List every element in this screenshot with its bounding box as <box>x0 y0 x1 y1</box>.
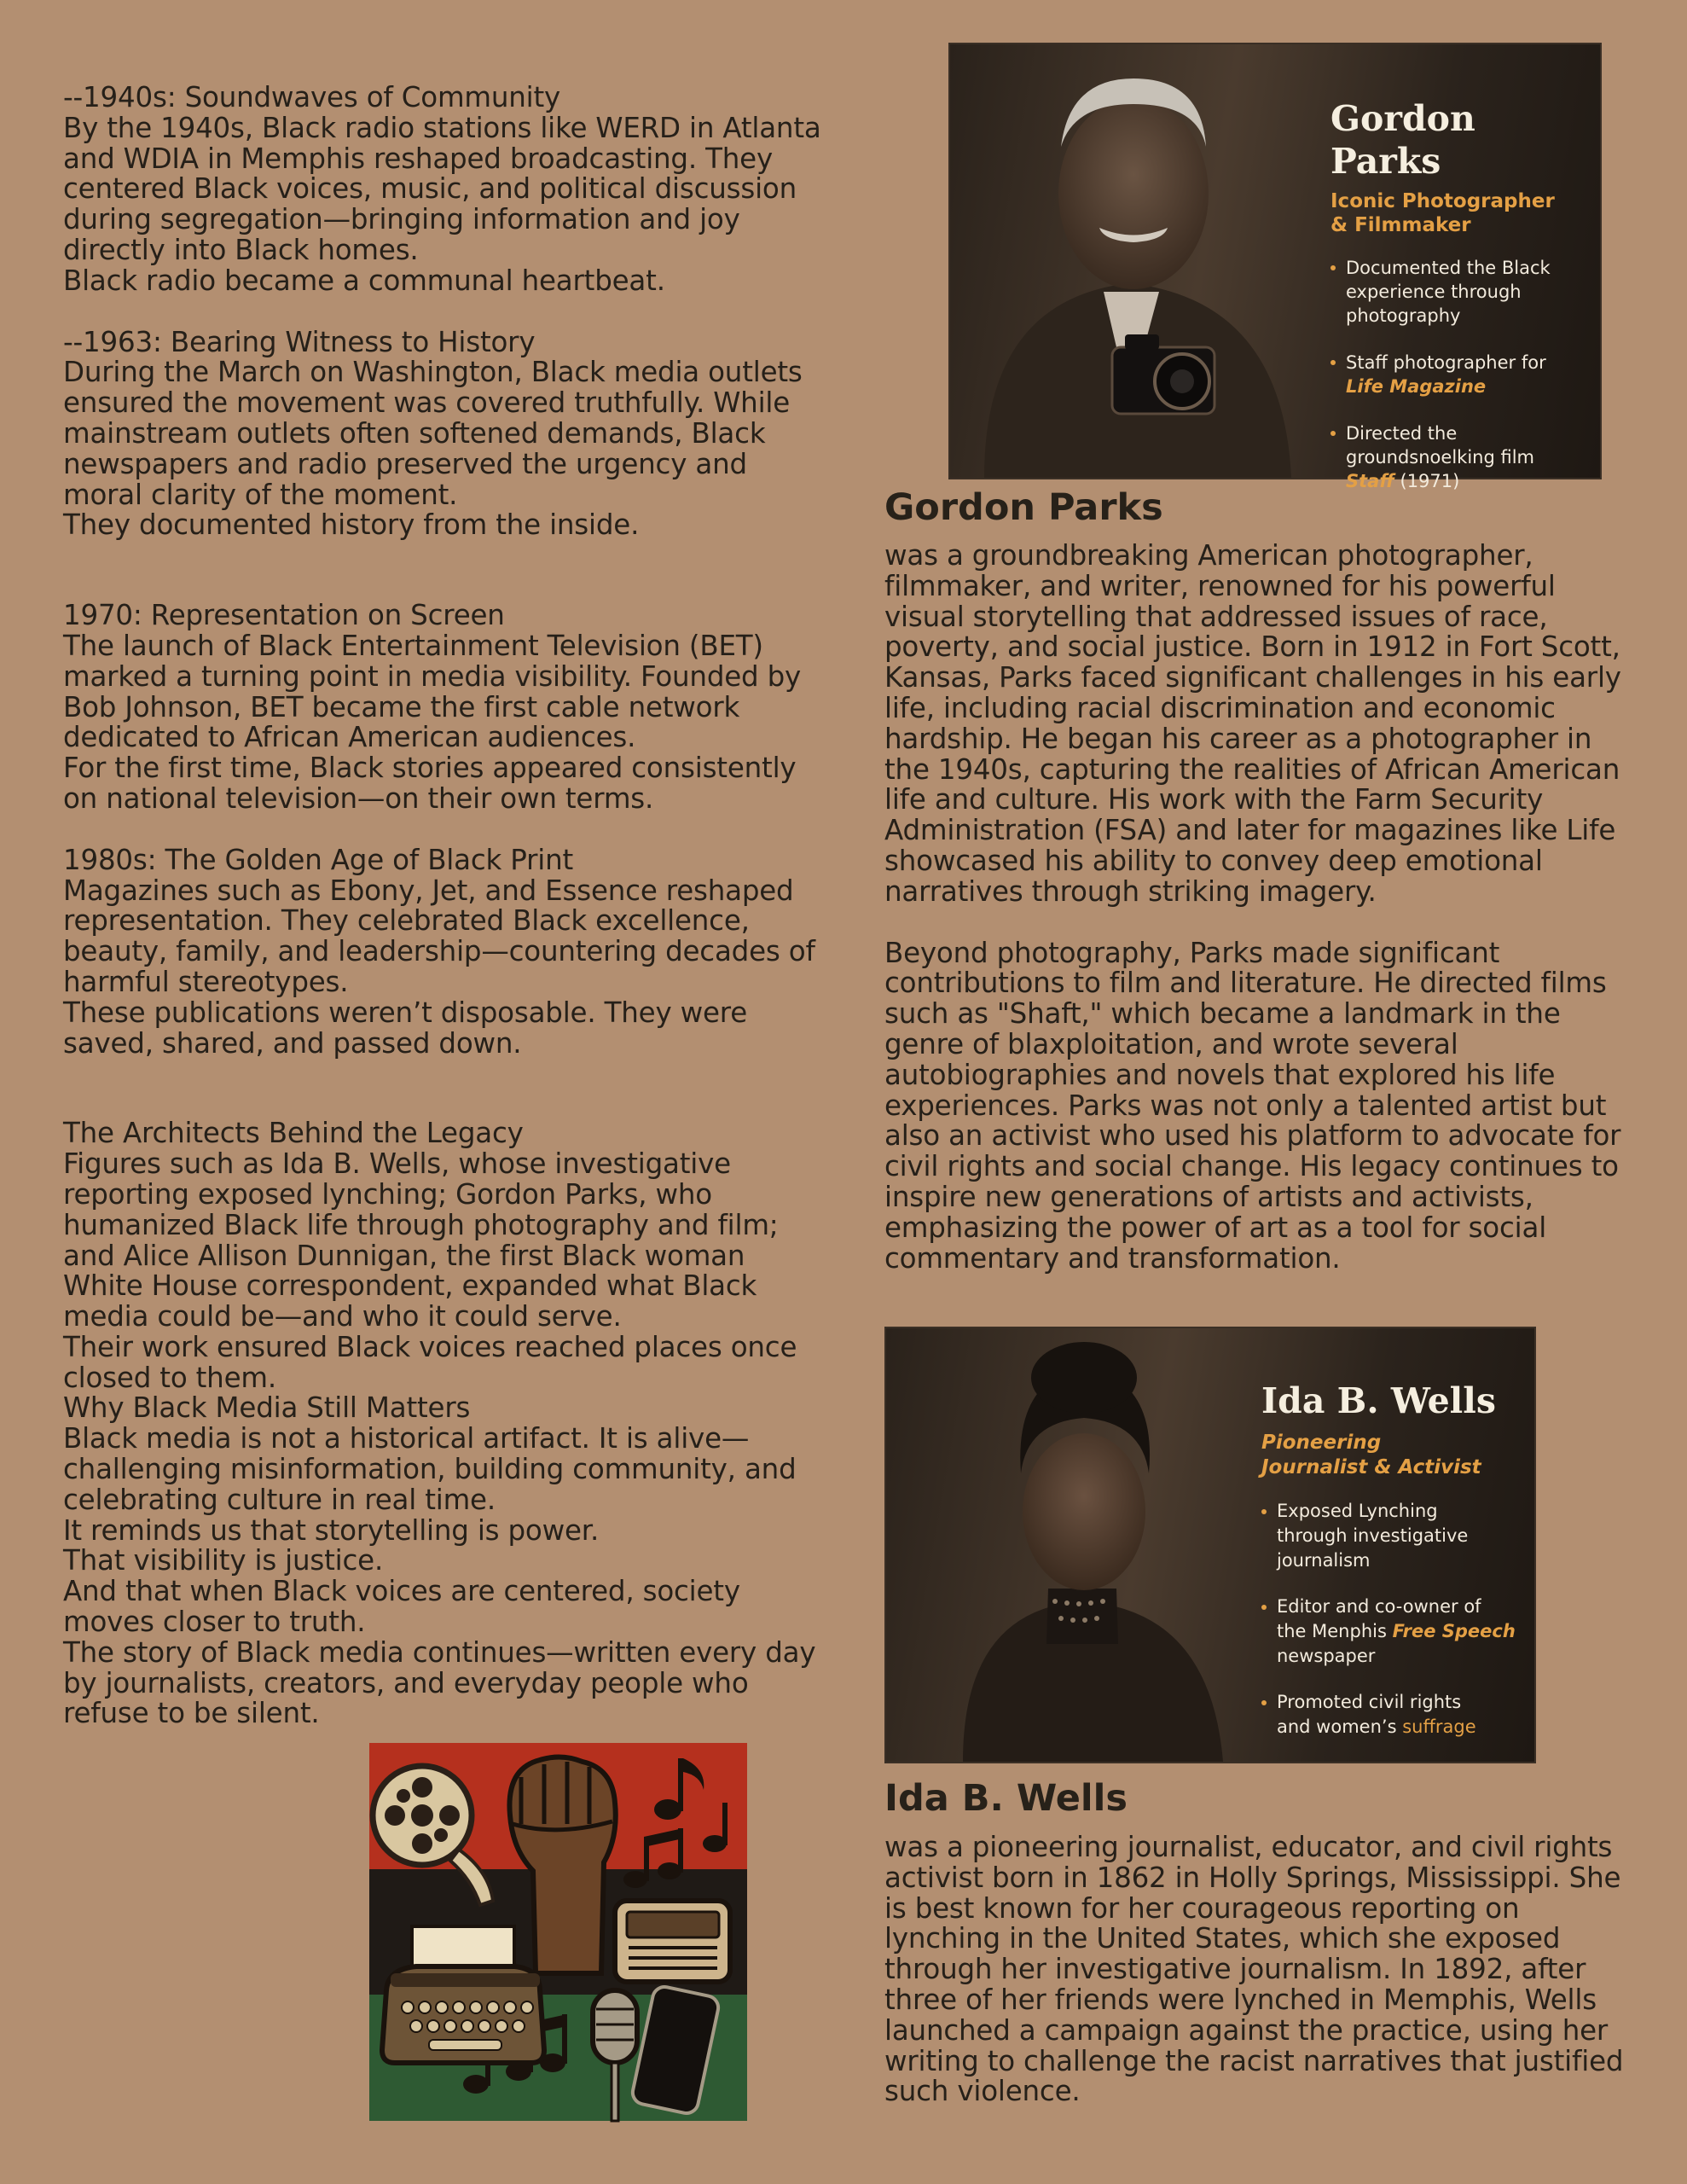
bullet-text: Staff photographer for <box>1346 352 1546 373</box>
section-why-matters <box>63 1393 831 1729</box>
bullet-emphasis: Staff <box>1346 471 1394 491</box>
ida-portrait <box>886 1328 1253 1762</box>
section-closing: These publications weren’t disposable. They were saved, shared, and passed down. <box>63 996 748 1060</box>
bullet-text: Promoted civil rights and women’s <box>1277 1692 1462 1737</box>
gordon-parks-heading: Gordon Parks <box>884 486 1163 529</box>
ida-b-wells-bio <box>884 1833 1635 2107</box>
ida-b-wells-heading: Ida B. Wells <box>884 1777 1128 1820</box>
section-body: The launch of Black Entertainment Television (BET) marked a turning point in media visibility. Founded by Bob Johnson, BET became the first cable network dedicated to African American audiences. <box>63 629 802 754</box>
ida-b-wells-card-image <box>884 1327 1536 1763</box>
card-bullet: Exposed Lynching through investigative journalism <box>1261 1499 1517 1573</box>
card-bullet <box>1330 351 1586 398</box>
section-architects <box>63 1118 831 1393</box>
section-body: During the March on Washington, Black media outlets ensured the movement was covered truthfully. While mainstream outlets often softened demands, Black newspapers and radio preserved the urgency and moral clarity of the moment. <box>63 356 803 511</box>
section-closing: Their work ensured Black voices reached places once closed to them. <box>63 1330 797 1394</box>
bio-paragraph: was a groundbreaking American photographer, filmmaker, and writer, renowned for his powerful visual storytelling that addressed issues of race, poverty, and social justice. Born in 1912 in Fort Scott, Kansas, Parks faced significant challenges in his early life, including racial discrimination and economic hardship. He began his career as a photographer in the 1940s, capturing the realities of African American life and culture. His work with the Farm Security Administration (FSA) and later for magazines like Life showcased his ability to convey deep emotional narratives through striking imagery. <box>884 539 1621 908</box>
section-title: Why Black Media Still Matters <box>63 1391 471 1425</box>
section-title: 1980s: The Golden Age of Black Print <box>63 843 574 876</box>
bullet-text: Editor and co-owner of the Menphis <box>1277 1596 1481 1641</box>
gordon-parks-card-image <box>948 43 1602 491</box>
radio-icon <box>615 1901 730 1982</box>
section-line: The story of Black media continues—written every day by journalists, creators, and everyday people who refuse to be silent. <box>63 1635 816 1730</box>
card-bullet <box>1261 1594 1517 1669</box>
card-name: Ida B. Wells <box>1261 1380 1496 1421</box>
section-body: By the 1940s, Black radio stations like WERD in Atlanta and WDIA in Memphis reshaped broadcasting. They centered Black voices, music, and political discussion during segregation—bringing information and joy directly into Black homes. <box>63 111 821 266</box>
bullet-emphasis: Life Magazine <box>1346 376 1487 397</box>
ida-card-info <box>1261 1380 1517 1761</box>
card-bullet <box>1261 1690 1517 1740</box>
section-line: And that when Black voices are centered, society moves closer to truth. <box>63 1575 740 1639</box>
bullet-text: Directed the groundsnoelking film <box>1346 423 1534 468</box>
bullet-emphasis: Free Speech <box>1392 1621 1516 1641</box>
section-body: Black media is not a historical artifact. It is alive—challenging misinformation, building community, and celebrating culture in real time. <box>63 1422 797 1516</box>
card-bullets <box>1330 256 1586 493</box>
section-closing: For the first time, Black stories appeared consistently on national television—on their own terms. <box>63 752 797 815</box>
section-1970 <box>63 601 831 815</box>
gordon-portrait <box>950 44 1325 478</box>
bio-paragraph: Beyond photography, Parks made significant contributions to film and literature. He directed films such as "Shaft," which became a landmark in the genre of blaxploitation, and wrote several autobiographies and novels that explored his life experiences. Parks was not only a talented artist but also an activist who used his platform to advocate for civil rights and social change. His legacy continues to inspire new generations of artists and activists, emphasizing the power of art as a tool for social commentary and transformation. <box>884 936 1621 1275</box>
card-role: Iconic Photographer & Filmmaker <box>1330 190 1555 236</box>
section-line: That visibility is justice. <box>63 1544 384 1577</box>
section-body: Figures such as Ida B. Wells, whose investigative reporting exposed lynching; Gordon Parks, who humanized Black life through photography and film; and Alice Allison Dunnigan, the first Black woman White House correspondent, expanded what Black media could be—and who it could serve. <box>63 1147 779 1333</box>
card-role: Pioneering Journalist & Activist <box>1261 1432 1481 1478</box>
timeline-column <box>63 83 831 1729</box>
section-body: Magazines such as Ebony, Jet, and Essence reshaped representation. They celebrated Black excellence, beauty, family, and leadership—countering decades of harmful stereotypes. <box>63 874 815 998</box>
black-media-collage-image <box>369 1743 747 2121</box>
section-line: It reminds us that storytelling is power. <box>63 1513 600 1547</box>
bullet-emphasis: suffrage <box>1402 1716 1476 1737</box>
section-1963 <box>63 325 831 542</box>
section-title: --1940s: Soundwaves of Community <box>63 81 561 113</box>
bio-paragraph: was a pioneering journalist, educator, and civil rights activist born in 1862 in Holly Springs, Mississippi. She is best known for her courageous reporting on lynching in the United States, which she exposed through her investigative journalism. In 1892, after three of her friends were lynched in Memphis, Wells launched a campaign against the practice, using her writing to challenge the racist narratives that justified such violence. <box>884 1831 1624 2108</box>
card-bullet <box>1330 421 1586 493</box>
card-name: Gordon Parks <box>1330 98 1475 182</box>
card-bullet: Documented the Black experience through photography <box>1330 256 1586 328</box>
bullet-text: (1971) <box>1394 471 1460 491</box>
gordon-card-info <box>1330 97 1586 516</box>
section-title: The Architects Behind the Legacy <box>63 1117 524 1150</box>
bullet-text: newspaper <box>1277 1646 1376 1666</box>
card-bullets <box>1261 1499 1517 1740</box>
gordon-parks-bio <box>884 541 1635 1274</box>
section-closing: They documented history from the inside. <box>63 508 640 542</box>
section-closing: Black radio became a communal heartbeat. <box>63 264 665 297</box>
section-1940s <box>63 83 831 297</box>
section-1980s <box>63 845 831 1060</box>
section-title: 1970: Representation on Screen <box>63 599 505 632</box>
section-title: --1963: Bearing Witness to History <box>63 325 536 358</box>
